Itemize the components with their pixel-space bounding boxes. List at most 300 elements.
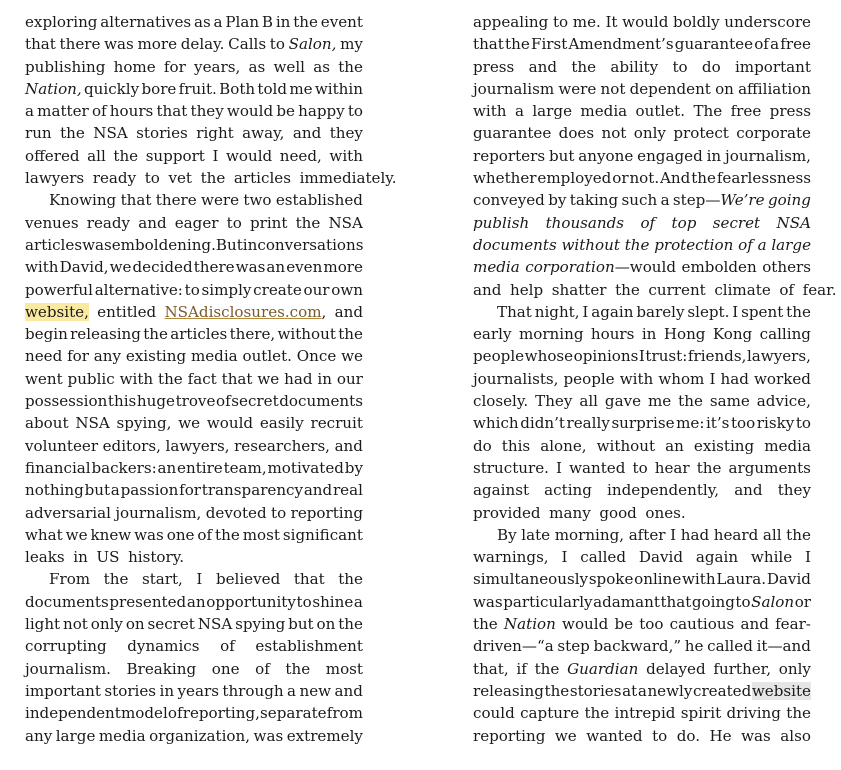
word: media [473,258,520,277]
text-line [473,212,811,234]
word: and [334,436,363,455]
word: possession [25,392,108,411]
word: corrupting [25,637,107,656]
text-line [25,189,363,211]
word: real [332,481,363,500]
text-line [473,725,811,747]
word: shine [312,592,354,611]
text-line [473,368,811,390]
word: passion [120,481,179,500]
word: From [49,570,91,589]
word: really [566,414,610,433]
word: would [622,13,669,31]
word: own [331,280,363,299]
word: be [614,615,634,634]
text-line [473,412,811,434]
word: particularly [503,592,593,611]
word: calling [759,325,811,344]
word: journalism, [725,146,811,165]
word: all [762,525,782,544]
text-line [25,122,363,144]
word: stories [136,124,188,143]
word: in [73,548,88,567]
word: NSA [197,615,233,634]
word: journalism. [25,659,111,678]
text-line [25,412,363,434]
word: thousands [545,213,625,232]
word: support [145,146,205,165]
word: an [157,458,177,477]
word: I [556,458,562,477]
word: journalism, [115,503,202,522]
word: reporting, [182,704,260,723]
word: quickly [84,79,140,98]
word: the [534,659,560,678]
word: the [544,681,570,700]
word: Salon [751,592,795,611]
word: That [497,302,532,321]
word: within [314,79,363,98]
word: delayed [646,659,706,678]
word: press [769,102,811,121]
word: the [505,35,530,54]
word: Laura. [716,570,767,589]
word: intrepid [614,704,676,723]
word: do. [676,726,701,745]
word: a [110,481,120,500]
word: for [179,481,202,500]
word: boldly [673,13,720,31]
word: step—We’re [672,191,765,210]
word: morning [518,325,584,344]
text-line [473,546,811,568]
word: the [786,704,811,723]
word: me [647,392,672,411]
word: capture [520,704,580,723]
word: journalism [473,79,555,98]
word: warnings, [473,548,549,567]
word: by [548,191,567,210]
word: the [786,525,811,544]
word: any [25,726,53,745]
word: driven—“a [473,637,554,656]
word: in [641,325,657,344]
text-line [473,301,811,323]
word: that [293,570,325,589]
word: nothing [25,481,84,500]
website-link[interactable]: NSAdisclosures.com [164,302,322,321]
word: he [684,637,704,656]
word: appealing [473,13,549,31]
word: emboldening. [111,235,216,254]
word: the [285,659,311,678]
word: secret [712,213,761,232]
word: Both [219,79,256,98]
word: important [25,681,101,700]
word: me: [676,414,705,433]
word: wanted [586,726,643,745]
word: a [660,191,670,210]
word: the [696,458,722,477]
word: It [605,13,618,31]
word: do [701,57,721,76]
word: with [25,258,59,277]
word: underscore [724,13,811,31]
word: B [261,13,273,31]
word: would [562,615,609,634]
word: begin [25,325,68,344]
text-line [473,145,811,167]
word: our [336,369,363,388]
word: too [730,414,756,433]
word: documents [279,392,363,411]
word: print [249,213,288,232]
word: extremely [286,726,363,745]
text-line [25,256,363,278]
text-line [25,33,363,55]
word: as [193,13,211,31]
word: with [119,369,154,388]
word: years [177,681,219,700]
word: corporation—would [525,258,676,277]
text-line [473,100,811,122]
word: the [143,325,168,344]
text-line [25,524,363,546]
word: there [193,258,235,277]
word: ones. [645,503,686,522]
word: dynamics [127,637,200,656]
word: NSAdisclosures.com, [164,302,327,321]
word: away, [242,124,285,143]
word: media [190,347,238,366]
word: by [344,458,363,477]
text-line [25,702,363,724]
word: fear- [775,615,811,634]
word: which [473,414,519,433]
text-line [25,78,363,100]
word: Amendment’s [568,35,674,54]
word: ability [610,57,659,76]
word: spying, [116,414,172,433]
word: and [292,124,322,143]
text-line [473,502,811,524]
word: vet [168,169,192,188]
word: that [473,35,504,54]
word: all [87,146,106,165]
word: risky [756,414,795,433]
word: trust: [645,347,688,366]
word: adamant [593,592,660,611]
word: only [90,615,123,634]
word: or [794,592,811,611]
word: outlet. [242,347,292,366]
word: established [275,191,363,210]
word: and [334,681,363,700]
word: engaged [637,146,703,165]
word: it’s [705,414,730,433]
word: on [316,615,336,634]
word: two [243,191,272,210]
text-line [473,78,811,100]
word: whether [473,169,537,188]
word: we [341,347,363,366]
word: an [665,436,684,455]
word [25,301,89,323]
text-line [25,345,363,367]
word: important [734,57,811,76]
word: we [65,525,88,544]
word: lawyers, [165,436,230,455]
word: the [615,280,640,299]
word: whose [524,347,574,366]
word: hours [590,325,635,344]
word: volunteer [25,436,99,455]
word: eager [174,213,219,232]
word: to [144,169,160,188]
text-line [473,680,811,702]
word: in [317,369,332,388]
word: driving [726,704,781,723]
word: editors, [102,436,161,455]
text-line [25,301,363,323]
word: and [303,481,333,500]
word: model [120,704,168,723]
word: transparency [201,481,304,500]
word: exploring [25,13,98,31]
word: but [288,615,314,634]
word: an [266,258,286,277]
word: huge [136,392,175,411]
word: a [770,35,780,54]
word: had [680,525,710,544]
word: documents [25,592,109,611]
word: any [93,347,122,366]
word: media [98,726,146,745]
word: that, [473,659,509,678]
word: existing [125,347,187,366]
word: affiliation [738,79,811,98]
word: I [561,548,568,567]
text-line [25,100,363,122]
word: it—and [756,637,811,656]
word: many [549,503,591,522]
word: dependent [629,79,711,98]
word: secret [147,615,195,634]
word: to [552,13,569,31]
word: reporters [473,146,546,165]
word: the [200,169,226,188]
word: in [706,146,722,165]
word: didn’t [520,414,565,433]
word: that [660,592,692,611]
word: decided [132,258,193,277]
word: was [253,726,284,745]
word: reporting [473,726,546,745]
word: leaks [25,548,65,567]
word: organization, [149,726,251,745]
text-line [25,279,363,301]
text-line [473,167,811,189]
word: if [516,659,527,678]
word: was [741,726,771,745]
text-line [473,524,811,546]
word: opportunity [206,592,296,611]
word: to [226,213,242,232]
text-line [473,613,811,635]
word: closely. [473,392,529,411]
word: that [25,35,56,54]
word: while [750,548,793,567]
word: a [514,102,524,121]
text-line [25,323,363,345]
word: the [473,615,498,634]
word: matter [37,102,89,121]
word: current [648,280,706,299]
word: with [682,570,716,589]
text-line [473,323,811,345]
word: embolden [681,258,757,277]
word: alternatives [100,13,192,31]
word: team, [223,458,267,477]
word: history. [128,548,185,567]
text-line [473,591,811,613]
word: they [190,102,224,121]
word: does [558,124,595,143]
text-line [473,435,811,457]
word: only [633,124,666,143]
word: conveyed [473,191,545,210]
text-line [473,234,811,256]
word: taking [569,191,619,210]
word: large [55,726,96,745]
word: delay. [180,35,225,54]
word: public [67,369,115,388]
word: only [778,659,811,678]
word: create [253,280,302,299]
word: need [25,347,63,366]
word: going [767,191,811,210]
word: to [632,458,648,477]
word: wanted [569,458,626,477]
word: Plan [225,13,260,31]
word: Knowing [49,191,117,210]
word: for [163,57,186,76]
word: articles [233,169,291,188]
word: I [582,302,589,321]
word: an [186,592,206,611]
word: against [473,481,530,500]
word: hours [109,102,154,121]
word: Calls [228,35,267,54]
word: corporate [736,124,811,143]
word: do [473,436,492,455]
word: guarantee [674,35,754,54]
word: people [473,347,525,366]
word: the [786,302,811,321]
word: through [222,681,284,700]
word: step [557,637,590,656]
word: lawyers, [746,347,811,366]
word: we [554,726,577,745]
word: our [303,280,330,299]
word: be [276,102,295,121]
text-line [25,145,363,167]
text-line [25,502,363,524]
word: journalists, [473,369,559,388]
word: me. [572,13,601,31]
word: were [201,191,240,210]
word: outlet. [635,102,686,121]
highlighted-word: website, [25,302,89,321]
word: good [599,503,637,522]
word: a [213,13,223,31]
word: and [138,213,167,232]
word: in [275,13,291,31]
word: there [59,35,101,54]
text-line [25,390,363,412]
word: more [323,258,363,277]
word: of [167,704,183,723]
word: of [779,280,795,299]
word: stories [104,681,157,700]
word: about [25,414,69,433]
word: too [639,615,664,634]
text-line [25,234,363,256]
word: NSA [328,213,363,232]
word: believed [215,570,281,589]
word: existing [693,436,755,455]
word: reporting [290,503,363,522]
word: knew [90,525,132,544]
text-line [25,613,363,635]
word: the [293,13,318,31]
text-line [473,33,811,55]
word: offered [25,146,80,165]
word: was [473,592,503,611]
text-line [25,635,363,657]
word: could [473,704,515,723]
word: documents [473,235,557,254]
word: was [235,258,266,277]
word: on [125,615,145,634]
word: protection [654,235,734,254]
word: backers: [91,458,157,477]
word: But [215,235,243,254]
word: was [82,235,112,254]
word: stories [569,681,622,700]
word: to [269,35,285,54]
word: online [634,570,682,589]
word: of [216,392,231,411]
word: called [580,548,626,567]
word: spent [741,302,784,321]
text-line [25,457,363,479]
word: surprise [611,414,675,433]
word: me [289,79,313,98]
word: light [25,615,61,634]
word: I [732,302,739,321]
word: a [637,681,647,700]
word: or [612,169,629,188]
word: independently, [607,481,720,500]
word: as [248,57,266,76]
word: of [220,637,235,656]
word: I [709,369,716,388]
word: that [120,191,152,210]
text-line [473,702,811,724]
word: this [107,392,137,411]
word: to [271,503,287,522]
